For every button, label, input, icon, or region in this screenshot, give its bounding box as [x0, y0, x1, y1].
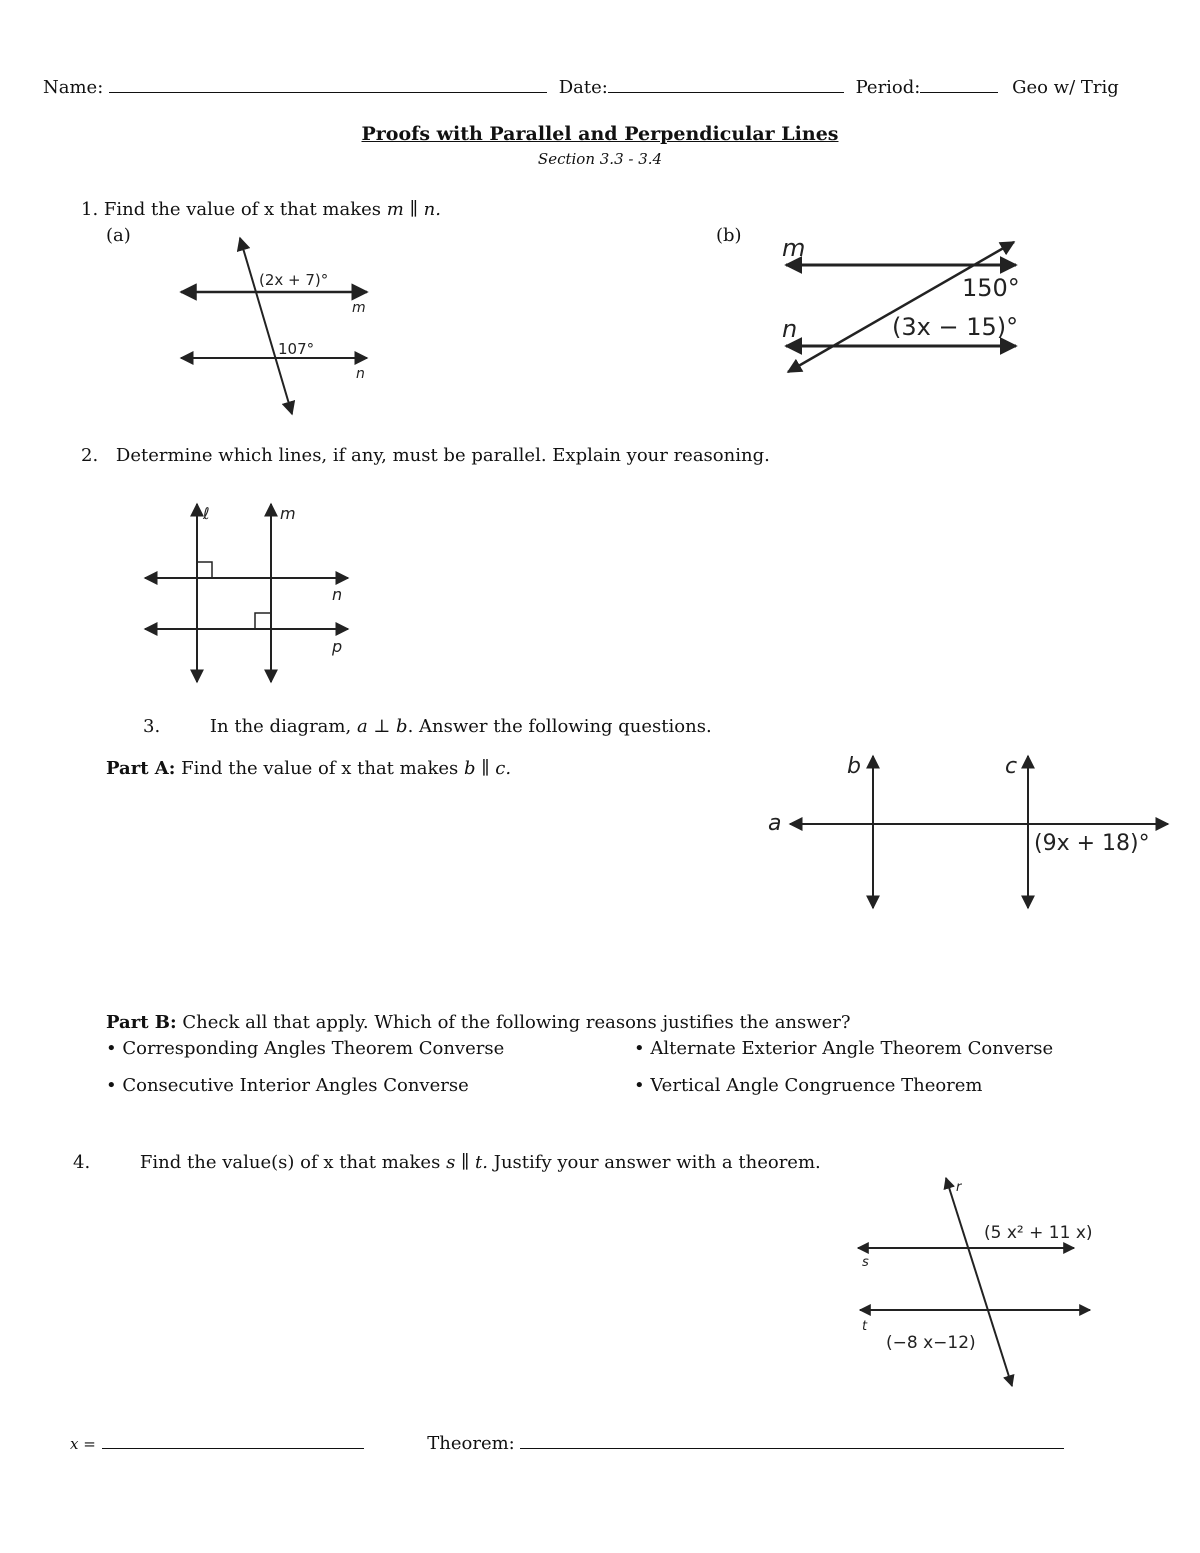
q1b-transversal — [788, 242, 1014, 372]
q2-label-l: ℓ — [203, 504, 210, 523]
q3-label-b: b — [847, 754, 861, 779]
q3-diagram — [760, 748, 1180, 918]
name-label: Name: — [43, 77, 104, 98]
q4-relation: s ∥ t. — [446, 1152, 489, 1173]
q3-number: 3. — [143, 716, 161, 737]
q1a-transversal — [240, 238, 292, 414]
q2-label-p: p — [332, 637, 343, 656]
q4-prompt — [73, 1152, 821, 1174]
q1b-angle-top: 150° — [962, 274, 1020, 302]
q2-label-m: m — [280, 504, 296, 523]
q3-option-3[interactable]: • Consecutive Interior Angles Converse — [106, 1075, 469, 1096]
q4-line-r — [946, 1178, 1012, 1386]
q4-number: 4. — [73, 1152, 91, 1173]
answer-row — [70, 1430, 1064, 1455]
q1a-angle-bottom: 107° — [278, 340, 315, 358]
q2-prompt — [81, 445, 770, 467]
date-label: Date: — [558, 77, 608, 98]
theorem-label: Theorem: — [427, 1433, 515, 1454]
q1b-label-n: n — [782, 315, 798, 343]
q1b-label-m: m — [782, 234, 806, 262]
theorem-answer-field[interactable] — [520, 1430, 1064, 1449]
q2-right-angle-mark-top — [197, 562, 212, 578]
q1-number: 1. — [81, 199, 99, 220]
q1-relation: m ∥ n. — [386, 199, 441, 220]
q1a-diagram — [175, 232, 375, 422]
q2-diagram — [140, 500, 360, 690]
q4-label-r: r — [956, 1180, 962, 1195]
q1-part-b-label: (b) — [716, 225, 742, 246]
q3-part-a-label: Part A: — [106, 758, 176, 779]
q3-part-a — [106, 758, 511, 780]
q4-label-s: s — [862, 1255, 869, 1270]
q2-label-n: n — [332, 585, 343, 604]
q3-label-a: a — [768, 811, 782, 836]
q4-text: Find the value(s) of x that makes — [139, 1152, 441, 1173]
q3-text-post: . Answer the following questions. — [407, 716, 712, 737]
q3-relation: a ⊥ b — [356, 716, 408, 737]
q3-option-2[interactable]: • Alternate Exterior Angle Theorem Converse — [634, 1038, 1054, 1059]
name-field[interactable] — [109, 74, 547, 93]
q2-text: Determine which lines, if any, must be parallel. Explain your reasoning. — [115, 445, 770, 466]
q4-angle-bottom: (−8 x−12) — [886, 1333, 976, 1353]
page-subtitle: Section 3.3 - 3.4 — [537, 150, 663, 168]
q3-label-c: c — [1005, 754, 1018, 779]
x-answer-field[interactable] — [102, 1430, 364, 1449]
q1-text: Find the value of x that makes — [103, 199, 382, 220]
x-label: x = — [70, 1435, 96, 1453]
date-field[interactable] — [608, 74, 844, 93]
q4-diagram — [850, 1172, 1100, 1392]
page-title: Proofs with Parallel and Perpendicular Lines — [361, 123, 839, 145]
q1a-angle-top: (2x + 7)° — [259, 271, 329, 289]
q4-text-post: Justify your answer with a theorem. — [493, 1152, 821, 1173]
q3-option-1[interactable]: • Corresponding Angles Theorem Converse — [106, 1038, 505, 1059]
q4-label-t: t — [862, 1319, 868, 1334]
q2-number: 2. — [81, 445, 99, 466]
q3-text-pre: In the diagram, — [209, 716, 352, 737]
q1a-label-m: m — [352, 300, 366, 316]
header-row — [43, 74, 1119, 98]
q3-part-b-label: Part B: — [106, 1012, 177, 1033]
q1-prompt — [81, 199, 441, 221]
q3-part-a-text: Find the value of x that makes — [181, 758, 459, 779]
q3-prompt — [143, 716, 712, 738]
q3-part-a-relation: b ∥ c. — [463, 758, 512, 779]
q4-angle-top: (5 x² + 11 x) — [984, 1223, 1093, 1243]
q3-part-b-text: Check all that apply. Which of the following reasons justifies the answer? — [182, 1012, 851, 1033]
course-label: Geo w/ Trig — [1012, 77, 1119, 98]
period-field[interactable] — [920, 74, 998, 93]
q1b-angle-bottom: (3x − 15)° — [892, 313, 1019, 341]
q1a-label-n: n — [356, 366, 365, 382]
period-label: Period: — [855, 77, 921, 98]
q3-part-b — [106, 1012, 851, 1034]
q3-option-4[interactable]: • Vertical Angle Congruence Theorem — [634, 1075, 983, 1096]
q1-part-a-label: (a) — [106, 225, 131, 246]
q2-right-angle-mark-bottom — [255, 613, 271, 629]
q1b-diagram — [780, 232, 1030, 382]
q3-angle-label: (9x + 18)° — [1034, 831, 1150, 856]
